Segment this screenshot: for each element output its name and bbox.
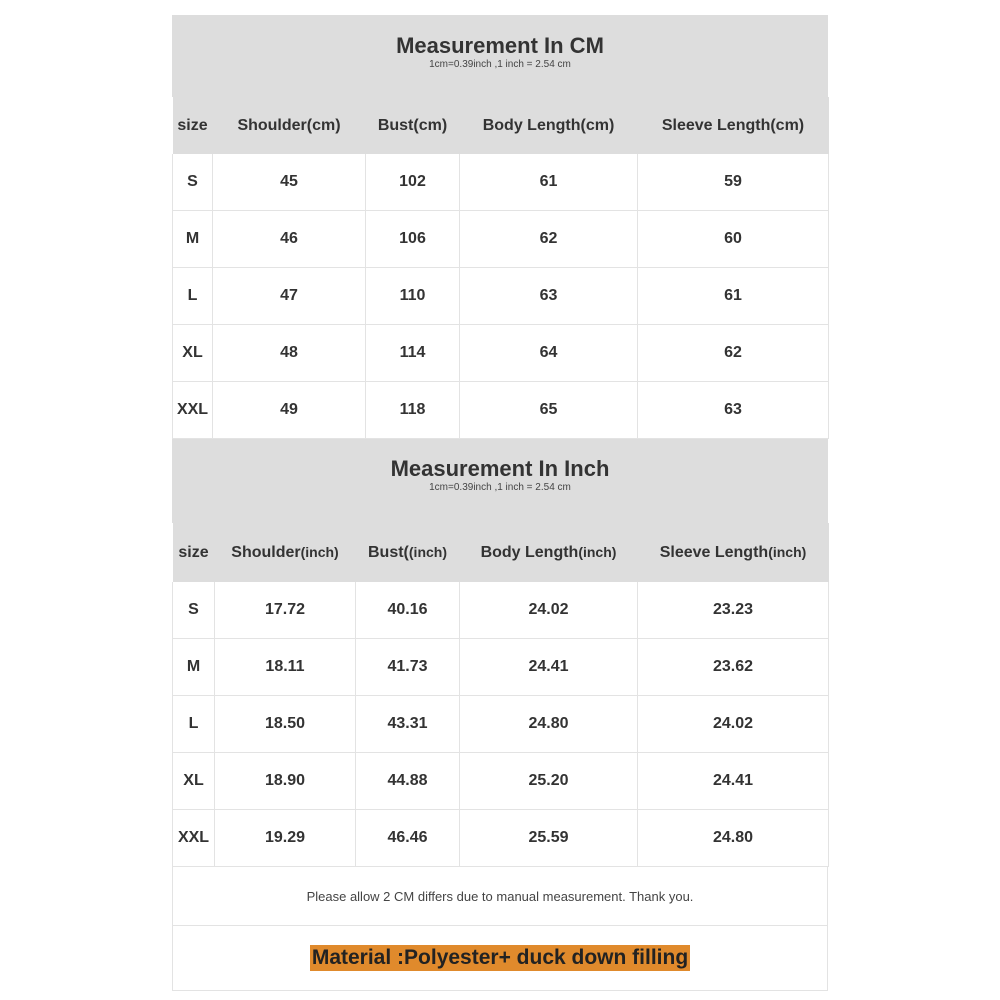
table-row: [173, 753, 829, 810]
shoulder-cell: 19.29: [215, 810, 356, 867]
table-row: [173, 211, 829, 268]
column-header-bust: Bust(cm): [366, 97, 460, 154]
bust-cell: 41.73: [356, 639, 460, 696]
cm-table: [172, 97, 829, 439]
measurement-note-text: Please allow 2 CM differs due to manual measurement. Thank you.: [306, 888, 694, 904]
body-length-cell: 25.20: [460, 753, 638, 810]
column-header-sleeve-length: Sleeve Length(cm): [638, 97, 829, 154]
body-length-cell: 61: [460, 154, 638, 211]
header-main-text: Body Length: [480, 543, 579, 561]
header-main-text: size: [178, 543, 209, 561]
column-header-sleeve-length: [638, 523, 829, 582]
body-length-cell: 24.41: [460, 639, 638, 696]
material-row: [172, 926, 828, 991]
inch-table-header: [172, 439, 828, 523]
size-cell: M: [173, 639, 215, 696]
column-header-body-length: Body Length(cm): [460, 97, 638, 154]
bust-cell: 43.31: [356, 696, 460, 753]
shoulder-cell: 18.50: [215, 696, 356, 753]
sleeve-length-cell: 23.62: [638, 639, 829, 696]
shoulder-cell: 48: [213, 325, 366, 382]
header-unit-text: (inch): [408, 543, 447, 560]
header-unit-text: (inch): [300, 543, 339, 560]
bust-cell: 40.16: [356, 582, 460, 639]
inch-table-title: Measurement In Inch: [390, 456, 610, 481]
size-cell: M: [173, 211, 213, 268]
table-row: [173, 382, 829, 439]
header-main-text: Sleeve Length: [659, 543, 769, 561]
shoulder-cell: 18.90: [215, 753, 356, 810]
shoulder-cell: 18.11: [215, 639, 356, 696]
measurement-note: [172, 867, 828, 926]
column-header-shoulder: [215, 523, 356, 582]
bust-cell: 106: [366, 211, 460, 268]
size-cell: XL: [173, 325, 213, 382]
table-row: [173, 154, 829, 211]
bust-cell: 44.88: [356, 753, 460, 810]
column-header-shoulder: Shoulder(cm): [213, 97, 366, 154]
size-cell: L: [173, 268, 213, 325]
size-cell: XXL: [173, 810, 215, 867]
header-main-text: Bust(: [368, 543, 409, 561]
material-label: Material :Polyester+ duck down filling: [311, 946, 689, 969]
shoulder-cell: 17.72: [215, 582, 356, 639]
bust-cell: 118: [366, 382, 460, 439]
body-length-cell: 25.59: [460, 810, 638, 867]
body-length-cell: 62: [460, 211, 638, 268]
cm-table-subtitle: 1cm=0.39inch ,1 inch = 2.54 cm: [429, 59, 571, 70]
inch-column-headers: [173, 523, 829, 582]
sleeve-length-cell: 59: [638, 154, 829, 211]
sleeve-length-cell: 24.41: [638, 753, 829, 810]
body-length-cell: 64: [460, 325, 638, 382]
size-cell: L: [173, 696, 215, 753]
body-length-cell: 65: [460, 382, 638, 439]
cm-table-title: Measurement In CM: [396, 33, 604, 58]
header-unit-text: (inch): [768, 543, 807, 560]
sleeve-length-cell: 63: [638, 382, 829, 439]
cm-column-headers: [173, 97, 829, 154]
sleeve-length-cell: 23.23: [638, 582, 829, 639]
bust-cell: 46.46: [356, 810, 460, 867]
table-row: [173, 325, 829, 382]
table-row: [173, 582, 829, 639]
header-main-text: Shoulder: [231, 543, 301, 561]
shoulder-cell: 47: [213, 268, 366, 325]
inch-table-subtitle: 1cm=0.39inch ,1 inch = 2.54 cm: [429, 482, 571, 493]
shoulder-cell: 46: [213, 211, 366, 268]
cm-table-header: [172, 15, 828, 97]
body-length-cell: 24.80: [460, 696, 638, 753]
size-cell: XL: [173, 753, 215, 810]
table-row: [173, 810, 829, 867]
size-cell: XXL: [173, 382, 213, 439]
bust-cell: 114: [366, 325, 460, 382]
bust-cell: 110: [366, 268, 460, 325]
table-row: [173, 696, 829, 753]
column-header-size: [173, 523, 215, 582]
sleeve-length-cell: 24.02: [638, 696, 829, 753]
body-length-cell: 24.02: [460, 582, 638, 639]
bust-cell: 102: [366, 154, 460, 211]
shoulder-cell: 45: [213, 154, 366, 211]
sleeve-length-cell: 61: [638, 268, 829, 325]
inch-table: [172, 523, 829, 867]
column-header-bust: [356, 523, 460, 582]
header-unit-text: (inch): [578, 543, 617, 560]
size-cell: S: [173, 154, 213, 211]
table-row: [173, 639, 829, 696]
body-length-cell: 63: [460, 268, 638, 325]
column-header-size: size: [173, 97, 213, 154]
size-cell: S: [173, 582, 215, 639]
sleeve-length-cell: 62: [638, 325, 829, 382]
column-header-body-length: [460, 523, 638, 582]
shoulder-cell: 49: [213, 382, 366, 439]
sleeve-length-cell: 60: [638, 211, 829, 268]
size-chart: [172, 15, 828, 991]
table-row: [173, 268, 829, 325]
sleeve-length-cell: 24.80: [638, 810, 829, 867]
